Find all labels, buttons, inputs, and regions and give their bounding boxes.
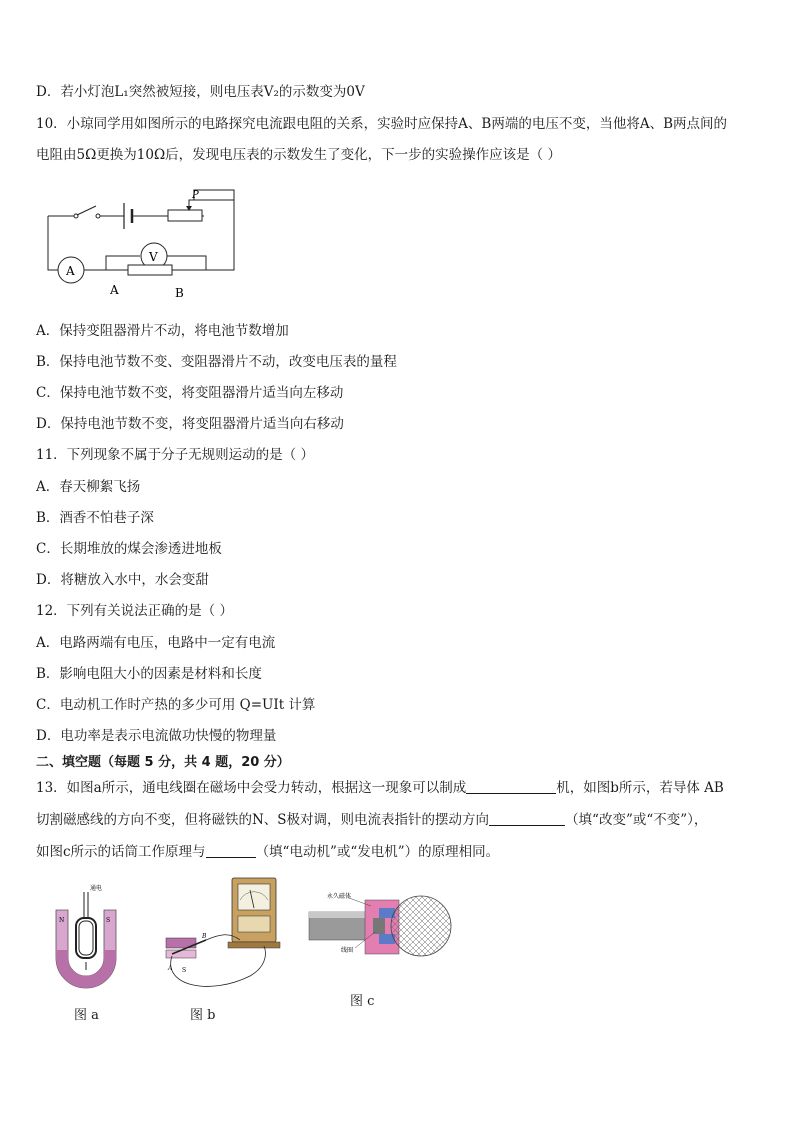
section-heading: 二、填空题（每题 5 分，共 4 题，20 分） xyxy=(36,755,290,770)
fig-c-magnet-label: 永久磁体 xyxy=(327,893,352,900)
fig-a-s-label: S xyxy=(106,917,111,924)
slider-label: P xyxy=(192,190,199,201)
q11-option-a: A．春天柳絮飞扬 xyxy=(36,479,141,495)
galvanometer-dial xyxy=(238,884,270,910)
figure-b-caption: 图 b xyxy=(190,1008,216,1023)
q10-stem-line2: 电阻由5Ω更换为10Ω后，发现电压表的示数发生了变化，下一步的实验操作应该是（ ） xyxy=(36,147,561,163)
figure-c-microphone xyxy=(305,882,455,982)
magnet-bottom xyxy=(166,950,196,958)
fig-a-n-label: N xyxy=(59,917,65,924)
q13-line1 xyxy=(36,779,724,797)
answer-blank-2[interactable] xyxy=(489,811,565,826)
q10-option-c: C．保持电池节数不变，将变阻器滑片适当向左移动 xyxy=(36,385,344,401)
fig-c-coil-label: 线圈 xyxy=(341,947,354,954)
coil-core xyxy=(373,918,385,934)
switch-contact xyxy=(96,214,100,218)
q13-line3 xyxy=(36,843,499,861)
q13-line1-text-a: 13．如图a所示，通电线圈在磁场中会受力转动，根据这一现象可以制成 xyxy=(36,780,467,796)
point-a-label: A xyxy=(110,283,119,297)
voltmeter-label: V xyxy=(149,250,158,264)
q12-option-a: A．电路两端有电压，电路中一定有电流 xyxy=(36,635,276,651)
q13-line1-text-b: 机，如图b所示，若导体 AB xyxy=(556,780,724,796)
figure-b-induction xyxy=(160,876,280,1001)
q10-option-a: A．保持变阻器滑片不动，将电池节数增加 xyxy=(36,323,289,339)
q9-option-d: D．若小灯泡L₁突然被短接，则电压表V₂的示数变为0V xyxy=(36,84,365,100)
q13-line2-text-a: 切割磁感线的方向不变，但将磁铁的N、S极对调，则电流表指针的摆动方向 xyxy=(36,812,490,828)
mic-head xyxy=(391,896,451,956)
q10-stem-line1: 10．小琼同学用如图所示的电路探究电流跟电阻的关系，实验时应保持A、B两端的电压不变，当他将A、B两点间的 xyxy=(36,116,728,132)
q12-option-c: C．电动机工作时产热的多少可用 Q=UIt 计算 xyxy=(36,697,316,713)
q13-line3-text-b: （填“电动机”或“发电机”）的原理相同。 xyxy=(255,844,500,860)
switch-blade xyxy=(77,206,96,215)
fig-b-a-label: A xyxy=(168,965,173,972)
q11-option-c: C．长期堆放的煤会渗透进地板 xyxy=(36,541,222,557)
fig-b-b-label: B xyxy=(202,933,207,940)
q10-option-d: D．保持电池节数不变，将变阻器滑片适当向右移动 xyxy=(36,416,344,432)
figure-c-caption: 图 c xyxy=(350,994,375,1009)
figure-a-motor-coil xyxy=(50,880,120,990)
q13-line3-text-a: 如图c所示的话筒工作原理与 xyxy=(36,844,206,860)
q12-option-b: B．影响电阻大小的因素是材料和长度 xyxy=(36,666,262,682)
q13-line2 xyxy=(36,811,707,829)
q13-line2-text-b: （填“改变”或“不变”）， xyxy=(565,812,708,828)
rheostat xyxy=(168,210,202,221)
figure-a-caption: 图 a xyxy=(74,1008,99,1023)
point-b-label: B xyxy=(175,286,184,300)
circuit-diagram xyxy=(44,186,244,301)
q11-option-d: D．将糖放入水中，水会变甜 xyxy=(36,572,209,588)
fig-b-s-label: S xyxy=(182,967,187,974)
q11-option-b: B．酒香不怕巷子深 xyxy=(36,510,154,526)
q12-stem: 12．下列有关说法正确的是（ ） xyxy=(36,603,233,619)
q10-option-b: B．保持电池节数不变、变阻器滑片不动，改变电压表的量程 xyxy=(36,354,397,370)
answer-blank-1[interactable] xyxy=(466,779,556,794)
answer-blank-3[interactable] xyxy=(206,843,256,858)
fig-a-current-label: 通电 xyxy=(90,885,103,892)
fixed-resistor xyxy=(128,265,172,275)
q11-stem: 11．下列现象不属于分子无规则运动的是（ ） xyxy=(36,447,314,463)
ammeter-label: A xyxy=(66,264,75,278)
q12-option-d: D．电功率是表示电流做功快慢的物理量 xyxy=(36,728,277,744)
